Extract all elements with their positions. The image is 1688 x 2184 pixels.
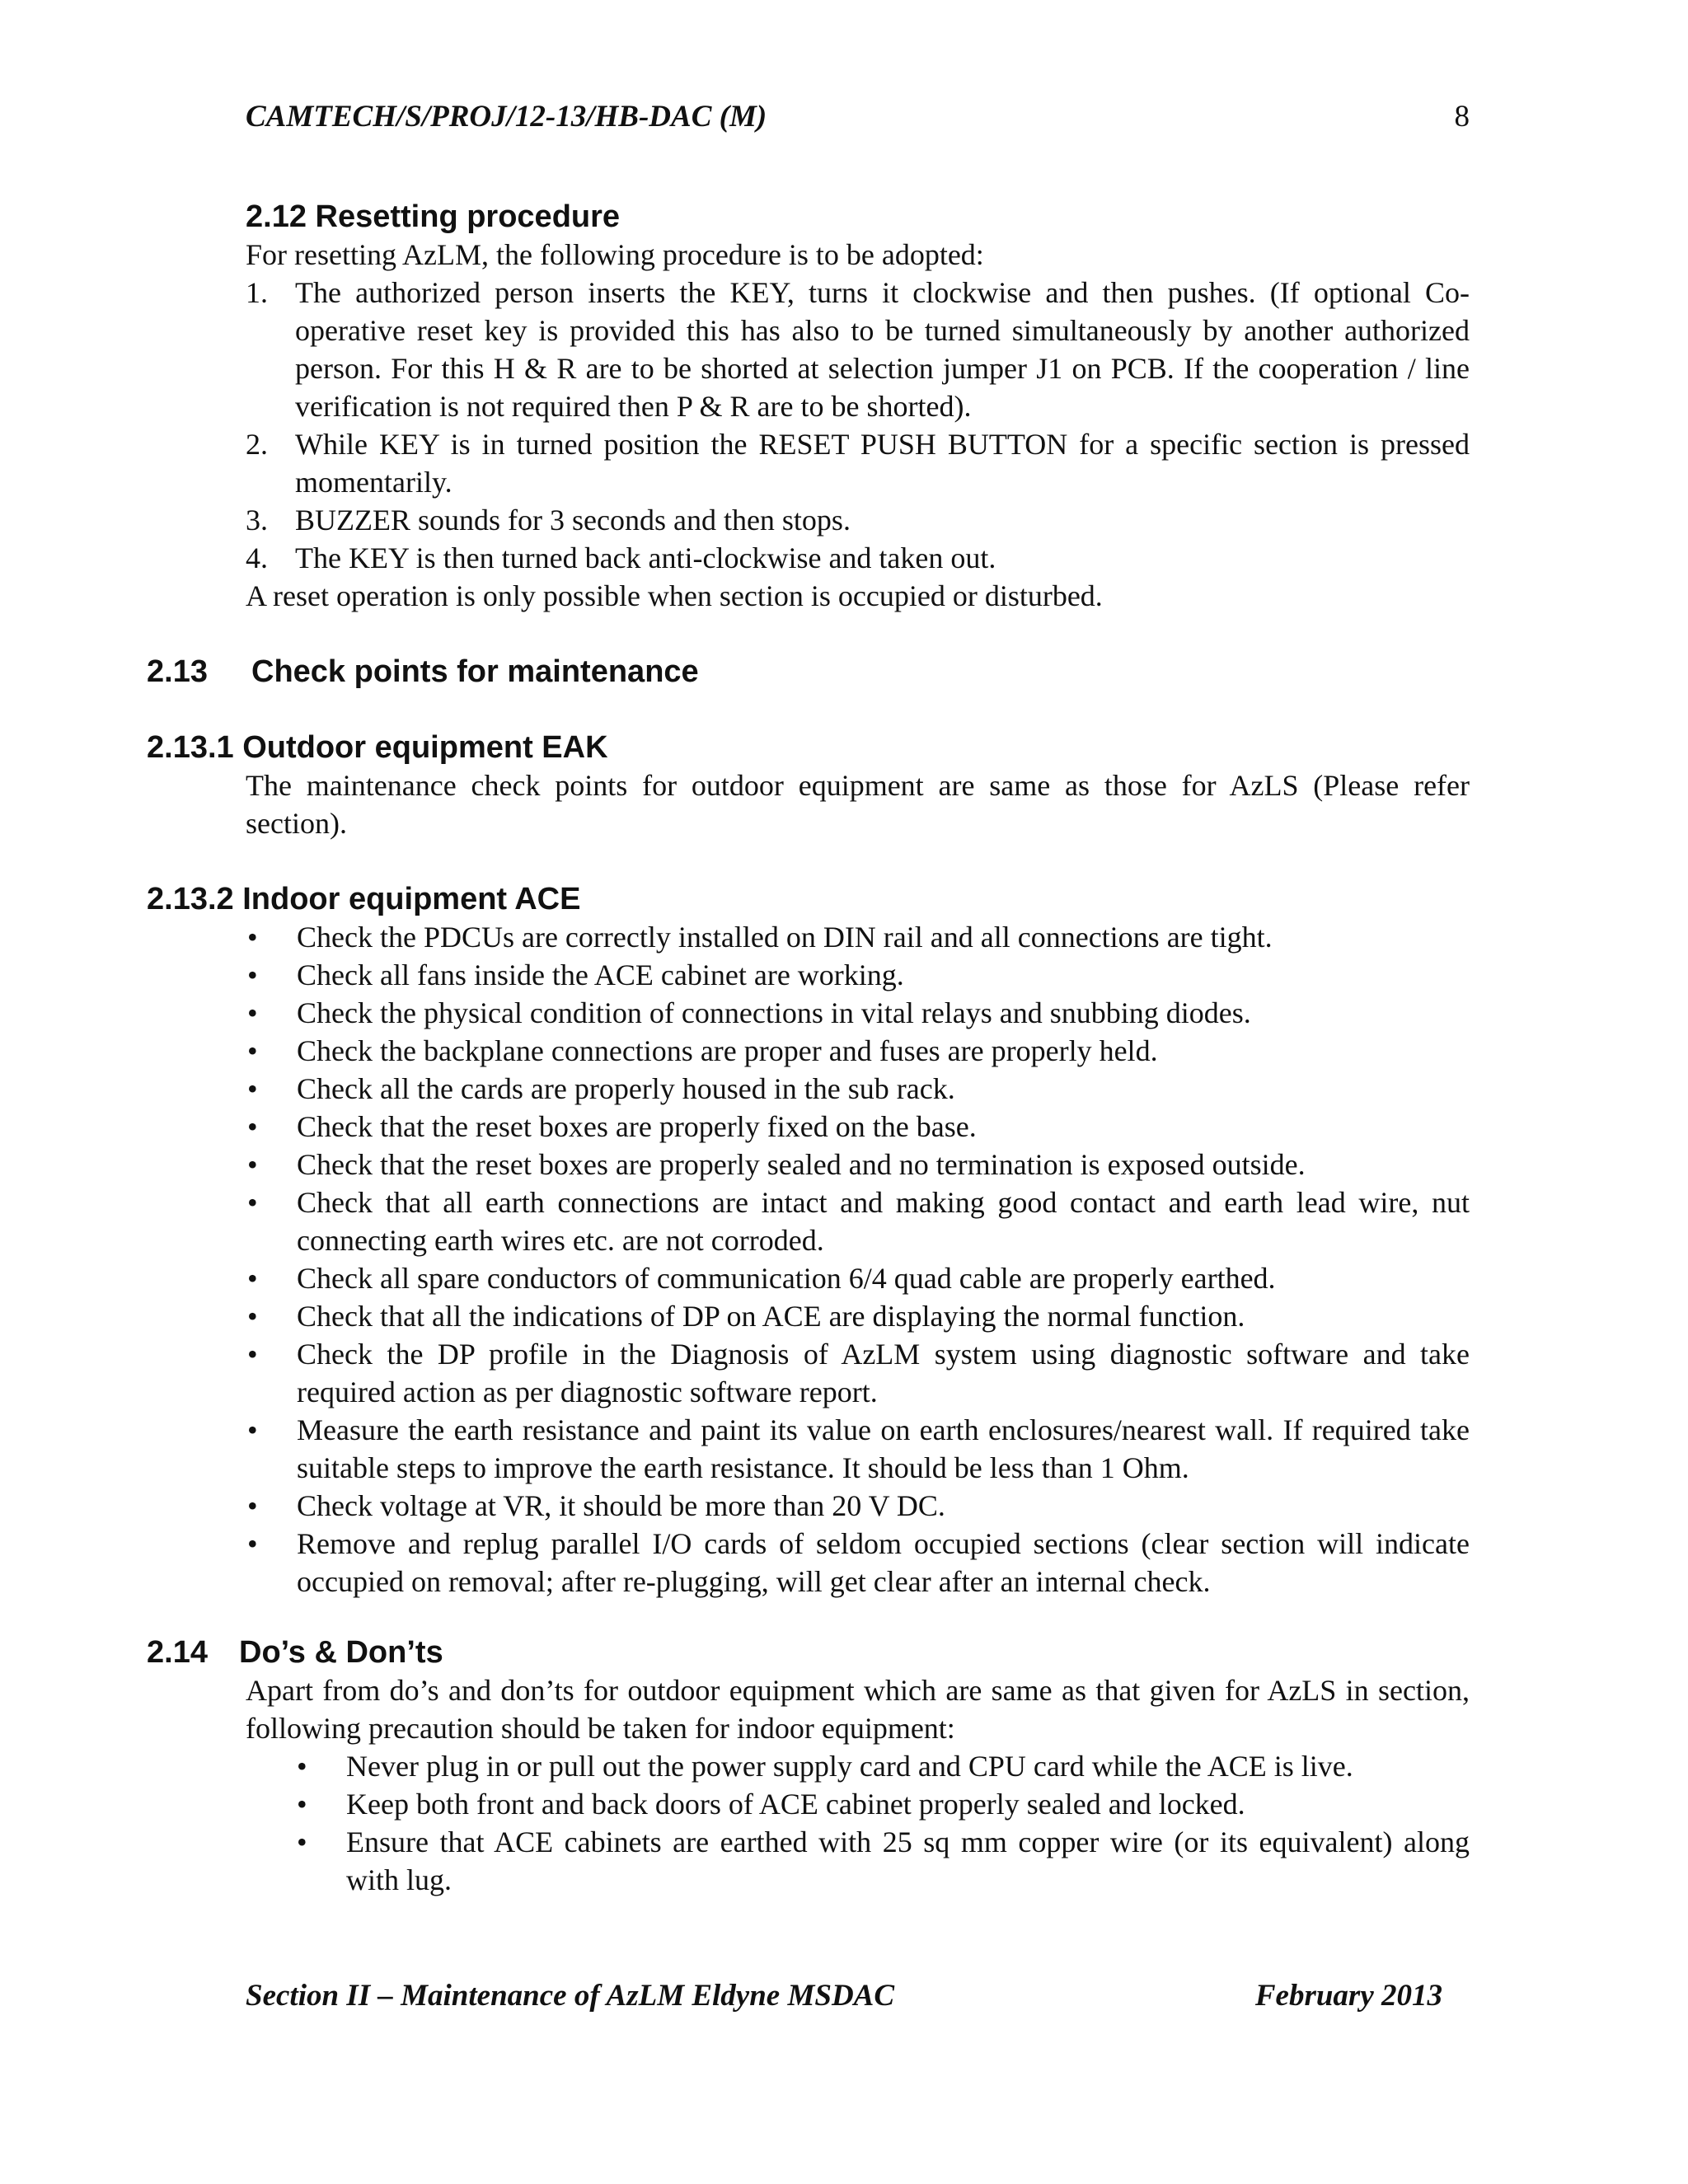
list-item-text: Check all fans inside the ACE cabinet are working. (297, 958, 904, 991)
list-item (246, 1297, 1470, 1335)
list-marker: 4. (246, 541, 268, 574)
bullet-icon: • (297, 1825, 307, 1858)
list-item (246, 274, 1470, 425)
bullet-icon: • (247, 1338, 258, 1371)
bullet-icon: • (247, 1489, 258, 1522)
list-item-text: Check the physical condition of connections in vital relays and snubbing diodes. (297, 996, 1251, 1029)
section-2-13-1-heading: 2.13.1 Outdoor equipment EAK (147, 730, 608, 765)
list-item (246, 918, 1470, 956)
bullet-icon: • (247, 1186, 258, 1219)
list-item (246, 425, 1470, 501)
list-item-text: BUZZER sounds for 3 seconds and then stops. (295, 504, 851, 537)
reset-steps-list (0, 274, 1688, 577)
list-item-text: The KEY is then turned back anti-clockwise and taken out. (295, 541, 996, 574)
list-item-text: Measure the earth resistance and paint its value on earth enclosures/nearest wall. If required take suitable steps to improve the earth resistance. It should be less than 1 Ohm. (297, 1413, 1470, 1484)
list-item (246, 1259, 1470, 1297)
list-item (246, 1183, 1470, 1259)
list-item (295, 1747, 1470, 1785)
list-item-text: Check the PDCUs are correctly installed on DIN rail and all connections are tight. (297, 921, 1273, 954)
bullet-icon: • (247, 1300, 258, 1333)
section-2-12-intro: For resetting AzLM, the following procedure is to be adopted: (246, 238, 984, 271)
list-item (295, 1823, 1470, 1899)
list-marker: 1. (246, 276, 268, 309)
list-item-text: Check all spare conductors of communication 6/4 quad cable are properly earthed. (297, 1262, 1276, 1295)
list-item-text: Check voltage at VR, it should be more than 20 V DC. (297, 1489, 945, 1522)
section-2-14-heading (147, 1633, 1688, 1671)
section-title: Check points for maintenance (251, 654, 699, 689)
section-title: Do’s & Don’ts (239, 1635, 443, 1670)
page-footer (246, 1978, 1442, 2013)
section-number: 2.13 (147, 654, 208, 689)
list-item-text: Check the backplane connections are proper and fuses are properly held. (297, 1034, 1158, 1067)
list-item (246, 1108, 1470, 1146)
indoor-checks-list (0, 918, 1688, 1601)
list-marker: 3. (246, 504, 268, 537)
list-item-text: The authorized person inserts the KEY, turns it clockwise and then pushes. (If optional Co-operative reset key is provided this has also to be turned simultaneously by another authorized person. For this H & R are to be shorted at selection jumper J1 on PCB. If the cooperation / line verification is not required then P & R are to be shorted). (295, 276, 1470, 423)
bullet-icon: • (247, 1110, 258, 1143)
footer-date: February 2013 (1254, 1979, 1442, 2013)
page-number: 8 (1454, 100, 1470, 134)
section-2-12-heading: 2.12 Resetting procedure (246, 199, 621, 234)
list-item (246, 1525, 1470, 1601)
bullet-icon: • (247, 1034, 258, 1067)
list-item (246, 1146, 1470, 1183)
bullet-icon: • (247, 1262, 258, 1295)
list-item (246, 1487, 1470, 1525)
list-item-text: Never plug in or pull out the power supply card and CPU card while the ACE is live. (346, 1750, 1353, 1783)
list-item-text: Check the DP profile in the Diagnosis of AzLM system using diagnostic software and take required action as per diagnostic software report. (297, 1338, 1470, 1408)
list-item-text: Keep both front and back doors of ACE cabinet properly sealed and locked. (346, 1788, 1245, 1821)
list-item-text: Check that the reset boxes are properly fixed on the base. (297, 1110, 977, 1143)
bullet-icon: • (297, 1750, 307, 1783)
list-item-text: Check that all the indications of DP on ACE are displaying the normal function. (297, 1300, 1245, 1333)
document-code: CAMTECH/S/PROJ/12-13/HB-DAC (M) (246, 100, 767, 134)
footer-section-title: Section II – Maintenance of AzLM Eldyne MSDAC (246, 1979, 895, 2013)
list-item (295, 1785, 1470, 1823)
list-item (246, 1032, 1470, 1070)
list-item-text: While KEY is in turned position the RESET PUSH BUTTON for a specific section is pressed momentarily. (295, 428, 1470, 499)
section-2-13-heading (147, 653, 1688, 691)
list-marker: 2. (246, 428, 268, 461)
bullet-icon: • (297, 1788, 307, 1821)
section-2-13-2-heading: 2.13.2 Indoor equipment ACE (147, 882, 581, 916)
list-item (246, 1335, 1470, 1411)
list-item (246, 539, 1470, 577)
list-item (246, 994, 1470, 1032)
list-item (246, 501, 1470, 539)
bullet-icon: • (247, 996, 258, 1029)
bullet-icon: • (247, 1413, 258, 1446)
list-item-text: Ensure that ACE cabinets are earthed with 25 sq mm copper wire (or its equivalent) along with lug. (346, 1825, 1470, 1896)
section-2-13-1-text: The maintenance check points for outdoor equipment are same as those for AzLS (Please refer section). (246, 769, 1470, 840)
page-body (0, 198, 1688, 1899)
list-item-text: Check that all earth connections are intact and making good contact and earth lead wire, nut connecting earth wires etc. are not corroded. (297, 1186, 1470, 1257)
list-item-text: Remove and replug parallel I/O cards of seldom occupied sections (clear section will indicate occupied on removal; after re-plugging, will get clear after an internal check. (297, 1527, 1470, 1598)
list-item-text: Check that the reset boxes are properly sealed and no termination is exposed outside. (297, 1148, 1306, 1181)
bullet-icon: • (247, 958, 258, 991)
bullet-icon: • (247, 921, 258, 954)
list-item (246, 1411, 1470, 1487)
bullet-icon: • (247, 1527, 258, 1560)
page-header (246, 99, 1470, 134)
precautions-list (0, 1747, 1688, 1899)
list-item (246, 956, 1470, 994)
list-item-text: Check all the cards are properly housed in the sub rack. (297, 1072, 955, 1105)
list-item (246, 1070, 1470, 1108)
bullet-icon: • (247, 1072, 258, 1105)
section-number: 2.14 (147, 1635, 208, 1670)
section-2-12-note: A reset operation is only possible when section is occupied or disturbed. (246, 579, 1103, 612)
bullet-icon: • (247, 1148, 258, 1181)
section-2-14-intro: Apart from do’s and don’ts for outdoor equipment which are same as that given for AzLS in section, following precaution should be taken for indoor equipment: (246, 1674, 1470, 1745)
